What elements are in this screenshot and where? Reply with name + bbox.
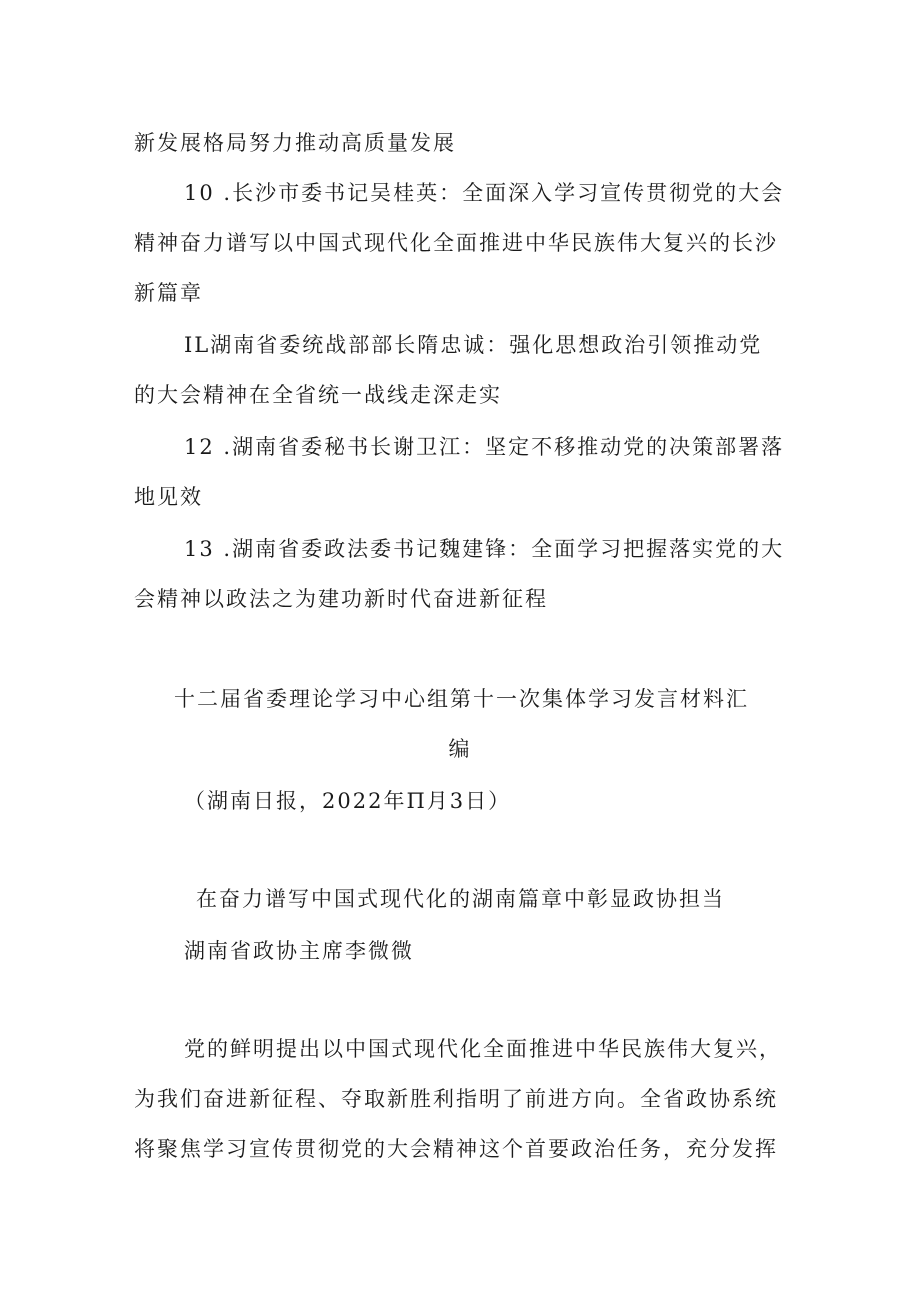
list-item-13-line2: 会精神以政法之为建功新时代奋进新征程 <box>134 587 548 611</box>
list-item-10-line3: 新篇章 <box>134 281 203 305</box>
list-item-continuation: 新发展格局努力推动高质量发展 <box>134 131 456 155</box>
article-paragraph-line2: 为我们奋进新征程、夺取新胜利指明了前进方向。全省政协系统 <box>134 1087 778 1111</box>
list-item-13: 13 .湖南省委政法委书记魏建锋：全面学习把握落实党的大 <box>184 537 785 561</box>
article-paragraph-line3: 将聚焦学习宣传贯彻党的大会精神这个首要政治任务，充分发挥 <box>134 1137 778 1161</box>
list-item-12: 12 .湖南省委秘书长谢卫江：坚定不移推动党的决策部署落 <box>184 435 785 459</box>
section-title: 十二届省委理论学习中心组第十一次集体学习发言材料汇 <box>174 687 749 711</box>
article-paragraph-line1: 党的鲜明提出以中国式现代化全面推进中华民族伟大复兴， <box>184 1037 782 1061</box>
list-item-10-line2: 精神奋力谱写以中国式现代化全面推进中华民族伟大复兴的长沙 <box>134 231 778 255</box>
article-author: 湖南省政协主席李微微 <box>184 939 414 963</box>
section-title-line2: 编 <box>448 737 472 761</box>
list-item-11-line2: 的大会精神在全省统一战线走深走实 <box>134 383 502 407</box>
list-item-11: IL湖南省委统战部部长隋忠诚：强化思想政治引领推动党 <box>184 333 763 357</box>
article-title: 在奋力谱写中国式现代化的湖南篇章中彰显政协担当 <box>196 887 725 911</box>
source-note: （湖南日报，2022年Π月3日） <box>184 789 512 813</box>
list-item-12-line2: 地见效 <box>134 485 203 509</box>
list-item-10: 10 .长沙市委书记吴桂英：全面深入学习宣传贯彻党的大会 <box>184 181 785 205</box>
